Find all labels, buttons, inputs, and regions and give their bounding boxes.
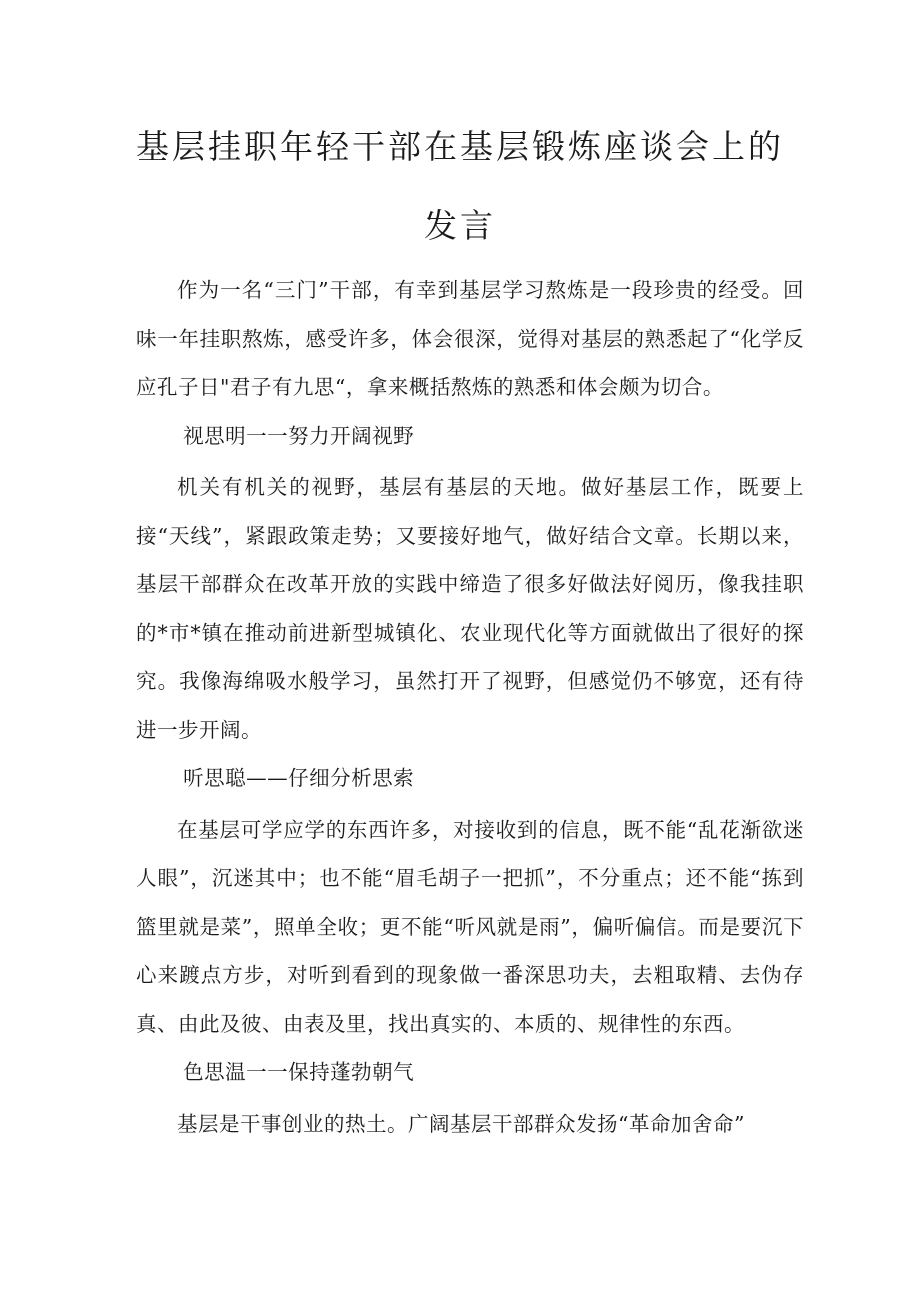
document-title-line-2: 发言 [424, 206, 496, 245]
paragraph-spirit: 基层是干事创业的热土。广阔基层干部群众发扬“革命加舍命” [177, 1111, 745, 1136]
section-heading-listening: 听思聪——仔细分析思索 [183, 766, 415, 790]
document-title-line-1: 基层挂职年轻干部在基层锻炼座谈会上的 [136, 127, 784, 166]
paragraph-intro: 作为一名“三门”干部，有幸到基层学习熬炼是一段珍贵的经受。回味一年挂职熬炼，感受许多，体会很深，觉得对基层的熟悉起了“化学反应孔子日"君子有九思“，拿来概括熬炼的熟悉和体会颇为切合。 [136, 278, 804, 399]
paragraph-vision: 机关有机关的视野，基层有基层的天地。做好基层工作，既要上接“天线”，紧跟政策走势；又要接好地气，做好结合文章。长期以来，基层干部群众在改革开放的实践中缔造了很多好做法好阅历，像我挂职的*市*镇在推动前进新型城镇化、农业现代化等方面就做出了很好的探究。我像海绵吸水般学习，虽然打开了视野，但感觉仍不够宽，还有待进一步开阔。 [136, 475, 804, 742]
paragraph-listening: 在基层可学应学的东西许多，对接收到的信息，既不能“乱花渐欲迷人眼”，沉迷其中；也不能“眉毛胡子一把抓”，不分重点；还不能“拣到篮里就是菜”，照单全收；更不能“听风就是雨”，偏听偏信。而是要沉下心来踱点方步，对听到看到的现象做一番深思功夫，去粗取精、去伪存真、由此及彼、由表及里，找出真实的、本质的、规律性的东西。 [136, 817, 804, 1036]
section-heading-vision: 视思明一一努力开阔视野 [183, 423, 415, 448]
document-body [136, 266, 804, 1148]
section-heading-spirit: 色思温一一保持蓬勃朝气 [183, 1060, 415, 1084]
